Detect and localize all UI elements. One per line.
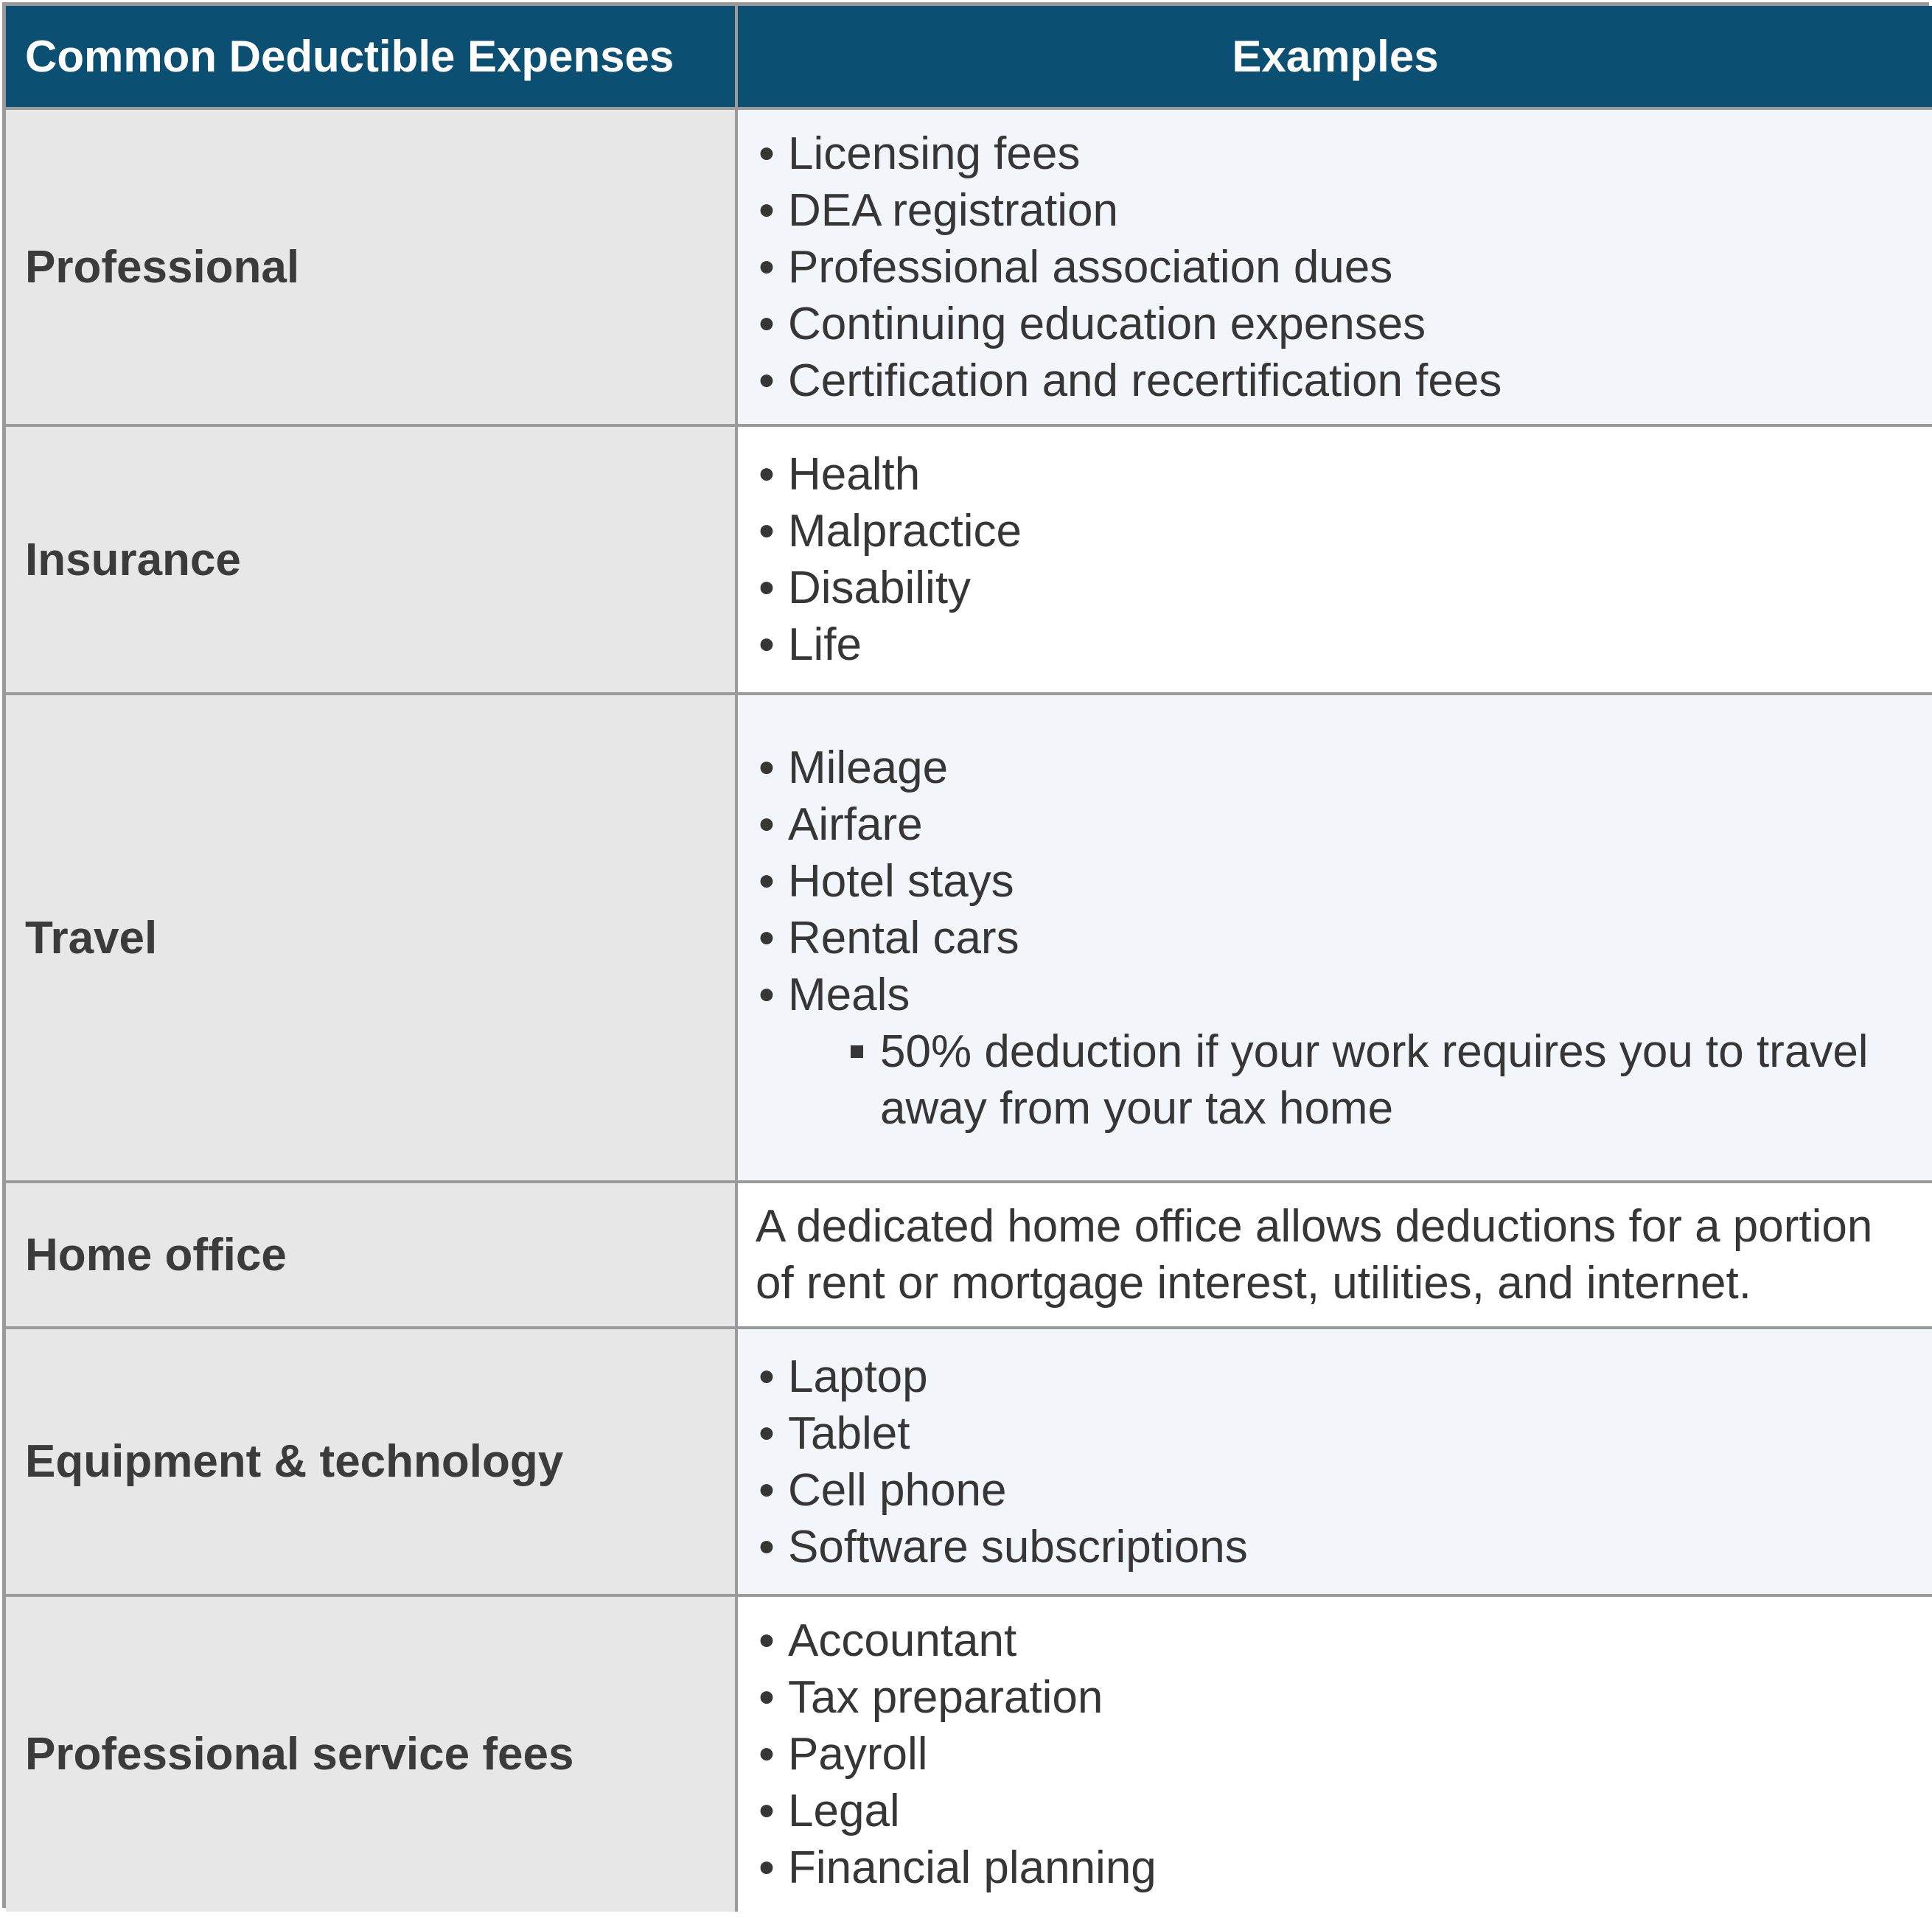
header-examples: Examples bbox=[738, 6, 1932, 107]
list-item: • Accountant bbox=[758, 1615, 1017, 1666]
list-item: • Software subscriptions bbox=[758, 1521, 1248, 1573]
list-item: • Disability bbox=[758, 563, 972, 613]
examples-list bbox=[756, 1348, 1248, 1575]
row-category-equipment: Equipment & technology bbox=[6, 1326, 738, 1594]
list-item: • Laptop bbox=[758, 1351, 928, 1402]
list-item: • Rental cars bbox=[758, 912, 1019, 964]
list-item: • Mileage bbox=[758, 742, 949, 793]
row-examples-travel bbox=[738, 692, 1932, 1180]
examples-list bbox=[756, 125, 1502, 409]
row-category-insurance: Insurance bbox=[6, 424, 738, 692]
list-item: • Tablet bbox=[758, 1407, 910, 1459]
examples-list bbox=[756, 1612, 1157, 1896]
row-category-home-office: Home office bbox=[6, 1180, 738, 1326]
list-item: • Hotel stays bbox=[758, 855, 1014, 907]
row-examples-home-office bbox=[738, 1180, 1932, 1326]
row-examples-insurance bbox=[738, 424, 1932, 692]
row-examples-professional bbox=[738, 107, 1932, 424]
examples-list bbox=[756, 739, 1911, 1137]
list-item: • Continuing education expenses bbox=[758, 298, 1426, 349]
list-item: • Payroll bbox=[758, 1729, 928, 1780]
list-item: • Certification and recertification fees bbox=[758, 355, 1502, 406]
list-item: • Professional association dues bbox=[758, 241, 1393, 293]
row-category-service-fees: Professional service fees bbox=[6, 1594, 738, 1912]
list-item: • Meals 50% deduction if your work requires you to travel away from your tax home bbox=[756, 967, 1911, 1137]
list-item: • Financial planning bbox=[758, 1842, 1157, 1893]
row-category-travel: Travel bbox=[6, 692, 738, 1180]
list-item: • DEA registration bbox=[758, 184, 1118, 236]
list-item: • Malpractice bbox=[758, 506, 1022, 557]
list-item: • Legal bbox=[758, 1786, 900, 1836]
list-item: • Life bbox=[758, 619, 862, 670]
row-examples-equipment bbox=[738, 1326, 1932, 1594]
home-office-description: A dedicated home office allows deductions for a portion of rent or mortgage interest, utilities, and internet. bbox=[756, 1201, 1873, 1309]
header-category: Common Deductible Expenses bbox=[6, 6, 738, 107]
examples-list bbox=[756, 446, 1022, 673]
list-item: • Health bbox=[758, 449, 921, 500]
sub-list bbox=[788, 1023, 1911, 1137]
list-item: • Airfare bbox=[758, 798, 923, 850]
sub-list-item: 50% deduction if your work requires you to travel away from your tax home bbox=[851, 1023, 1911, 1137]
list-item: • Cell phone bbox=[758, 1464, 1007, 1516]
list-item: • Licensing fees bbox=[758, 128, 1081, 179]
row-category-professional: Professional bbox=[6, 107, 738, 424]
list-item: • Tax preparation bbox=[758, 1672, 1103, 1723]
row-examples-service-fees bbox=[738, 1594, 1932, 1912]
square-bullet-icon bbox=[851, 1045, 863, 1058]
deductible-expenses-table bbox=[2, 2, 1929, 1908]
